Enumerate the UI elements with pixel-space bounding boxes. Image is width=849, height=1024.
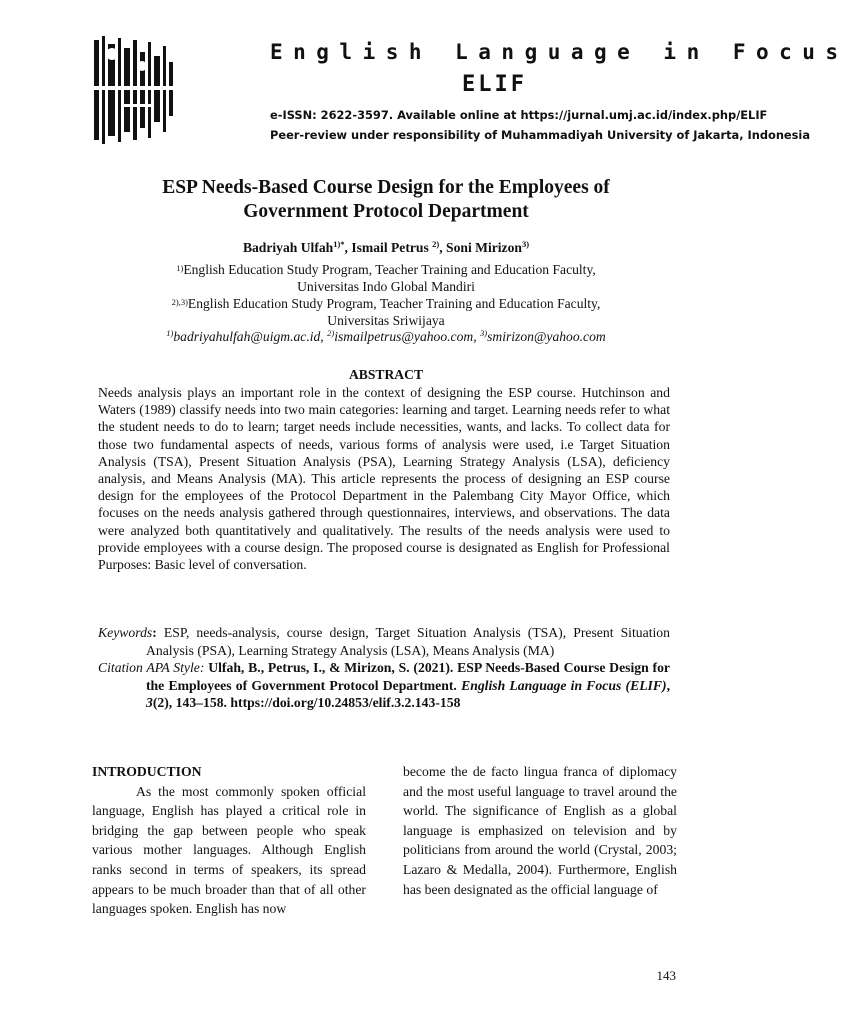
affiliation-marker: 1): [176, 263, 184, 273]
author-name: Badriyah Ulfah: [242, 240, 334, 255]
affiliation-1: [96, 261, 676, 295]
abstract-heading: ABSTRACT: [348, 367, 424, 382]
journal-header: [92, 34, 849, 146]
title-line-1: ESP Needs-Based Course Design for the Employees of: [162, 177, 610, 198]
email-link[interactable]: smirizon@yahoo.com: [487, 329, 606, 344]
author-name: Ismail Petrus: [351, 240, 429, 255]
body-paragraph: As the most commonly spoken official language, English has played a critical role in bridging the gap between people who speak various mother languages. Although English ranks second in terms of speakers, its spread appears to be much broader than that of all other languages spoken. English has now: [92, 783, 366, 917]
body-column-left: [92, 762, 366, 919]
citation-journal: English Language in Focus (ELIF): [461, 677, 667, 693]
author-marker: 3): [521, 239, 530, 249]
author-marker: 2): [432, 239, 440, 249]
abstract-text: Needs analysis plays an important role in the context of designing the ESP course. Hutchinson and Waters (1989) classify needs into two main categories: learning and target. Learning needs refer to what the student needs to do to learn; target needs include necessities, wants, and lacks. To collect data for those two fundamental aspects of needs, various forms of analysis were used, i.e Target Situation Analysis (TSA), Present Situation Analysis (PSA), Learning Strategy Analysis (LSA), deficiency analysis, and Means Analysis (MA). This article represents the process of designing an ESP course design for the employees of the Protocol Department in the Palembang City Mayor Office, which focuses on the needs analysis gathered through questionnaires, interviews, and observations. The data were analyzed both quantitatively and qualitatively. The results of the needs analysis were used to provide employees with a course design. The proposed course is designated as English for Professional Purposes: Basic level of conversation.: [98, 385, 670, 573]
keywords-text: ESP, needs-analysis, course design, Target Situation Analysis (TSA), Present Situation Analysis (PSA), Learning Strategy Analysis (LSA), Means Analysis (MA): [146, 625, 670, 658]
journal-name: English Language in Focus: [270, 40, 849, 64]
citation-reference: Ulfah, B., Petrus, I., & Mirizon, S. (2021). ESP Needs-Based Course Design for the Employees of Government Protocol Department.: [146, 660, 670, 693]
author-name: Soni Mirizon: [446, 240, 522, 255]
keywords-colon: :: [152, 625, 157, 640]
affiliation-line: English Education Study Program, Teacher Training and Education Faculty,: [183, 262, 596, 277]
author-separator: ,: [344, 240, 352, 255]
email-link[interactable]: ismailpetrus@yahoo.com,: [334, 329, 480, 344]
email-marker: 3): [480, 328, 488, 338]
keywords: [98, 624, 670, 659]
journal-abbreviation: ELIF: [462, 72, 527, 97]
issn-line: e-ISSN: 2622-3597. Available online at https://jurnal.umj.ac.id/index.php/ELIF: [270, 108, 768, 122]
citation: [98, 659, 670, 712]
title-line-2: Government Protocol Department: [243, 201, 529, 222]
affiliation-2: [96, 295, 676, 329]
citation-separator: ,: [666, 677, 670, 693]
article-title: [96, 176, 676, 224]
email-link[interactable]: badriyahulfah@uigm.ac.id,: [173, 329, 328, 344]
citation-volume: 3: [146, 695, 153, 710]
affiliation-line: English Education Study Program, Teacher Training and Education Faculty,: [187, 296, 601, 311]
email-marker: 2): [327, 328, 335, 338]
elif-logo-icon: [92, 36, 176, 144]
affiliation-line: Universitas Indo Global Mandiri: [297, 279, 475, 294]
body-column-right: [403, 762, 677, 899]
keywords-label: Keywords: [98, 625, 153, 640]
peer-review-line: Peer-review under responsibility of Muhammadiyah University of Jakarta, Indonesia: [270, 128, 811, 142]
author-marker: 1)*: [333, 239, 345, 249]
author-separator: ,: [439, 240, 447, 255]
page-number: 143: [656, 968, 676, 983]
affiliation-line: Universitas Sriwijaya: [327, 313, 445, 328]
email-marker: 1): [166, 328, 174, 338]
affiliation-marker: 2),3): [171, 297, 188, 307]
author-list: [96, 240, 676, 256]
body-paragraph: become the de facto lingua franca of diplomacy and the most useful language to travel around the world. The significance of English as a global language is emphasized on television and by politicians from around the world (Crystal, 2003; Lazaro & Medalla, 2004). Furthermore, English has been designated as the official language of: [403, 764, 677, 897]
author-emails: [96, 329, 676, 345]
introduction-heading: INTRODUCTION: [92, 764, 202, 779]
citation-issue-pages[interactable]: (2), 143–158. https://doi.org/10.24853/elif.3.2.143-158: [152, 695, 461, 710]
citation-label: Citation APA Style:: [98, 660, 205, 675]
